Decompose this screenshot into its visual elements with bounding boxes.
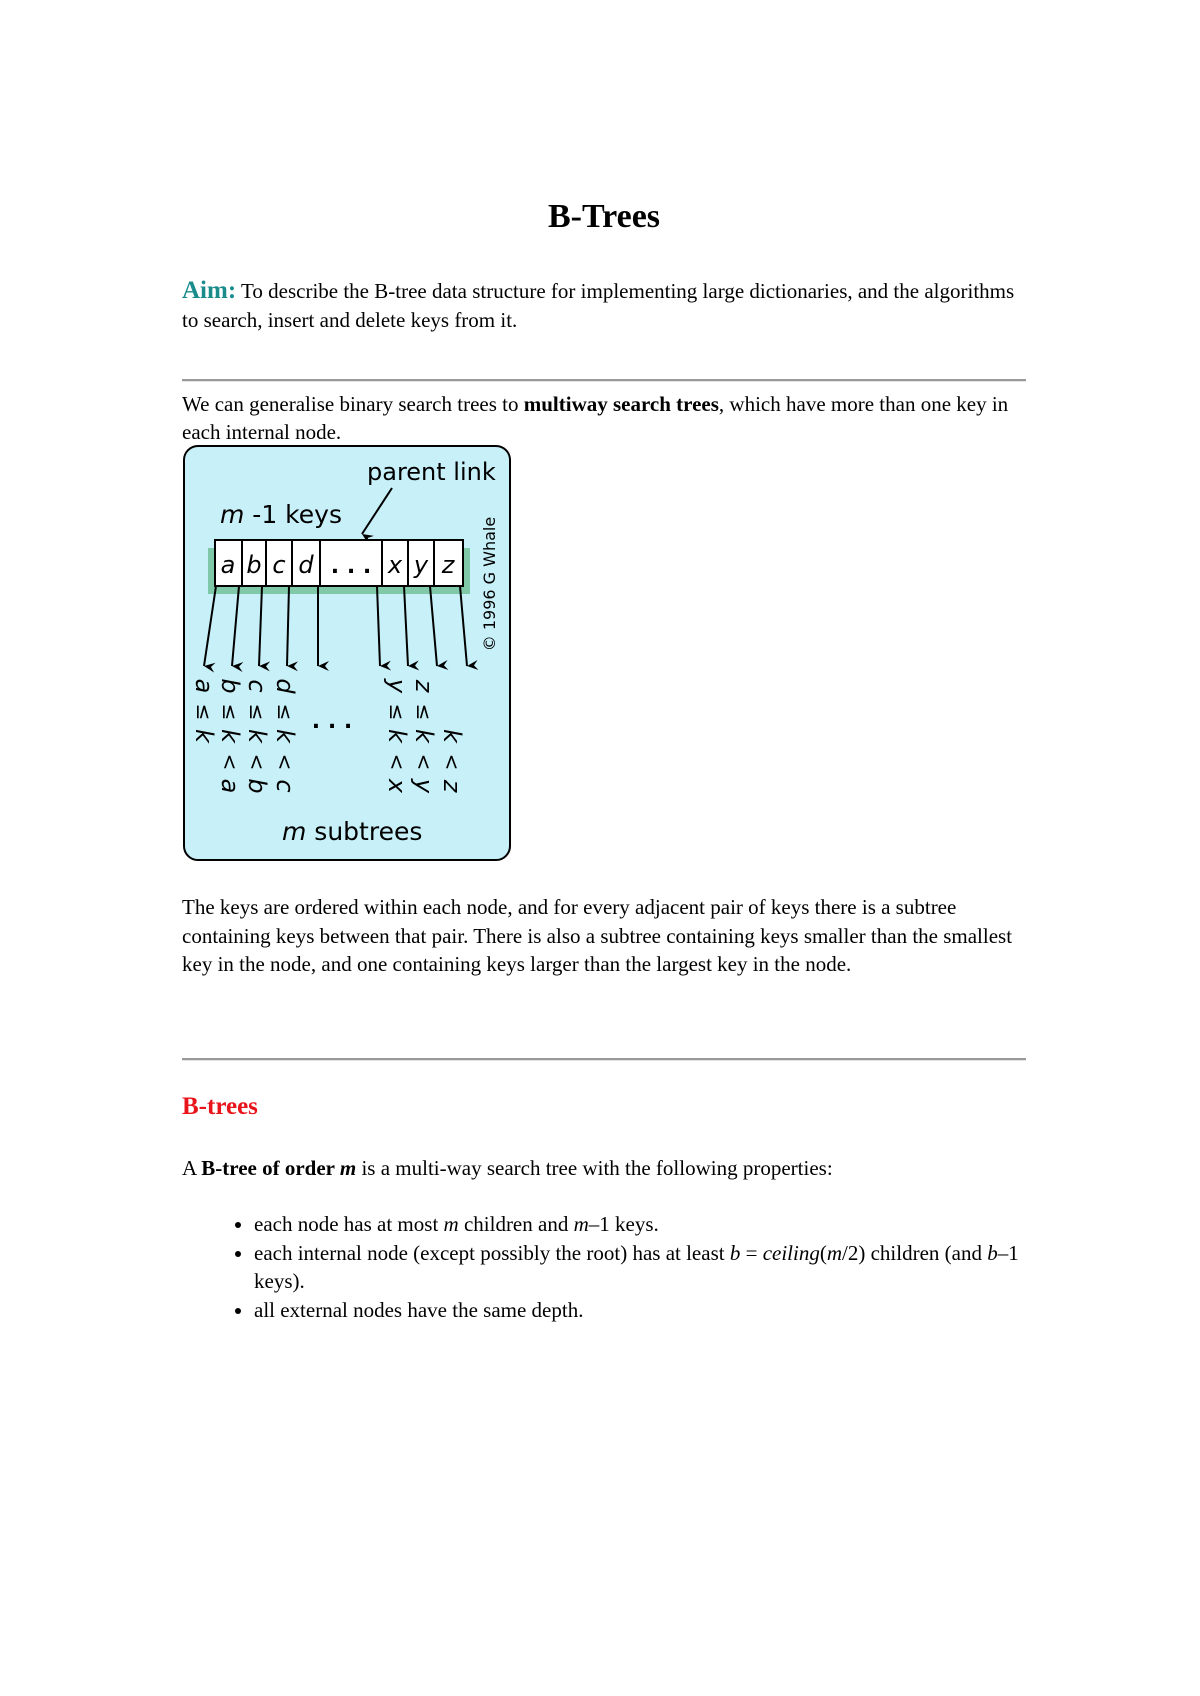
cond-k: k — [216, 729, 244, 743]
definition-suffix: is a multi-way search tree with the following properties: — [356, 1156, 833, 1180]
property-item: • each node has at most m children and m–1 keys. — [254, 1210, 1026, 1239]
properties-list — [182, 1210, 1026, 1324]
definition-var: m — [339, 1156, 357, 1180]
intro-paragraph — [182, 390, 1026, 446]
cond-op1: ≤ — [245, 703, 269, 721]
cond-k: k — [271, 729, 299, 743]
cond-key1: z — [410, 679, 438, 693]
cond-key1: a — [190, 678, 218, 694]
page-title: B-Trees — [547, 198, 661, 235]
cond-op1: ≤ — [385, 703, 409, 721]
cond-op1: ≤ — [412, 703, 436, 721]
key-cell-d: d — [298, 551, 314, 579]
copyright-text: © 1996 G Whale — [480, 516, 499, 652]
key-cell-c: c — [272, 551, 286, 579]
divider-1 — [182, 379, 1026, 382]
aim-text: To describe the B-tree data structure for implementing large dictionaries, and the algorithms to search, insert and delete keys from it. — [182, 279, 1015, 332]
cond-k: k — [243, 729, 271, 743]
keys-label-var: m — [220, 500, 245, 529]
cond-k: k — [438, 729, 466, 743]
cond-op2: < — [245, 753, 269, 771]
cond-key2: a — [216, 778, 244, 794]
parent-link-label: parent link — [367, 458, 496, 486]
subtrees-label-rest: subtrees — [306, 817, 423, 846]
section-heading: B-trees — [182, 1093, 258, 1120]
intro-text-before: We can generalise binary search trees to — [182, 392, 524, 416]
cond-key2: y — [410, 778, 438, 794]
cond-key2: c — [271, 779, 299, 793]
cond-key2: b — [243, 778, 271, 794]
definition-paragraph — [182, 1154, 1026, 1182]
keys-paragraph: The keys are ordered within each node, and for every adjacent pair of keys there is a subtree containing keys between that pair. There is also a subtree containing keys smaller than the smallest key in the node, and one containing keys larger than the largest key in the node. — [182, 895, 1013, 976]
cond-op1: ≤ — [273, 703, 297, 721]
cond-k: k — [383, 729, 411, 743]
definition-bold: B-tree of order — [201, 1156, 340, 1180]
subtrees-label — [282, 817, 422, 846]
key-node — [215, 540, 463, 586]
conditions-ellipsis: . . . — [311, 709, 353, 734]
keys-label-rest: -1 keys — [244, 500, 342, 529]
subtrees-label-var: m — [282, 817, 307, 846]
cond-key1: c — [243, 679, 271, 693]
key-cell-z: z — [441, 551, 455, 579]
cond-k: k — [190, 729, 218, 743]
cond-k: k — [410, 729, 438, 743]
key-cell-ellipsis: . . . — [330, 554, 372, 579]
cond-op1: ≤ — [192, 703, 216, 721]
key-cell-x: x — [387, 551, 403, 579]
multiway-node-diagram — [182, 444, 512, 862]
property-item: • all external nodes have the same depth. — [254, 1296, 1026, 1325]
cond-op2: < — [440, 753, 464, 771]
definition-prefix: A — [182, 1156, 202, 1180]
cond-op2: < — [412, 753, 436, 771]
aim-paragraph — [182, 276, 1026, 335]
cond-key1: y — [383, 678, 411, 694]
cond-key1: b — [216, 678, 244, 694]
aim-label: Aim: — [182, 277, 237, 304]
key-cell-a: a — [220, 551, 236, 579]
cond-op2: < — [385, 753, 409, 771]
cond-op2: < — [273, 753, 297, 771]
keys-label — [220, 500, 342, 529]
property-item: • each internal node (except possibly the root) has at least b = ceiling(m/2) children (and b–1 keys). — [254, 1239, 1026, 1296]
cond-key2: x — [383, 778, 411, 794]
cond-key1: d — [271, 678, 299, 694]
key-cell-b: b — [246, 551, 262, 579]
cond-op1: ≤ — [218, 703, 242, 721]
intro-bold-term: multiway search trees — [523, 392, 719, 416]
key-cell-y: y — [413, 551, 429, 579]
divider-2 — [182, 1058, 1026, 1061]
intro-text-after: , which have more than one key in each internal node. — [182, 392, 1009, 444]
cond-op2: < — [218, 753, 242, 771]
cond-key2: z — [438, 779, 466, 793]
